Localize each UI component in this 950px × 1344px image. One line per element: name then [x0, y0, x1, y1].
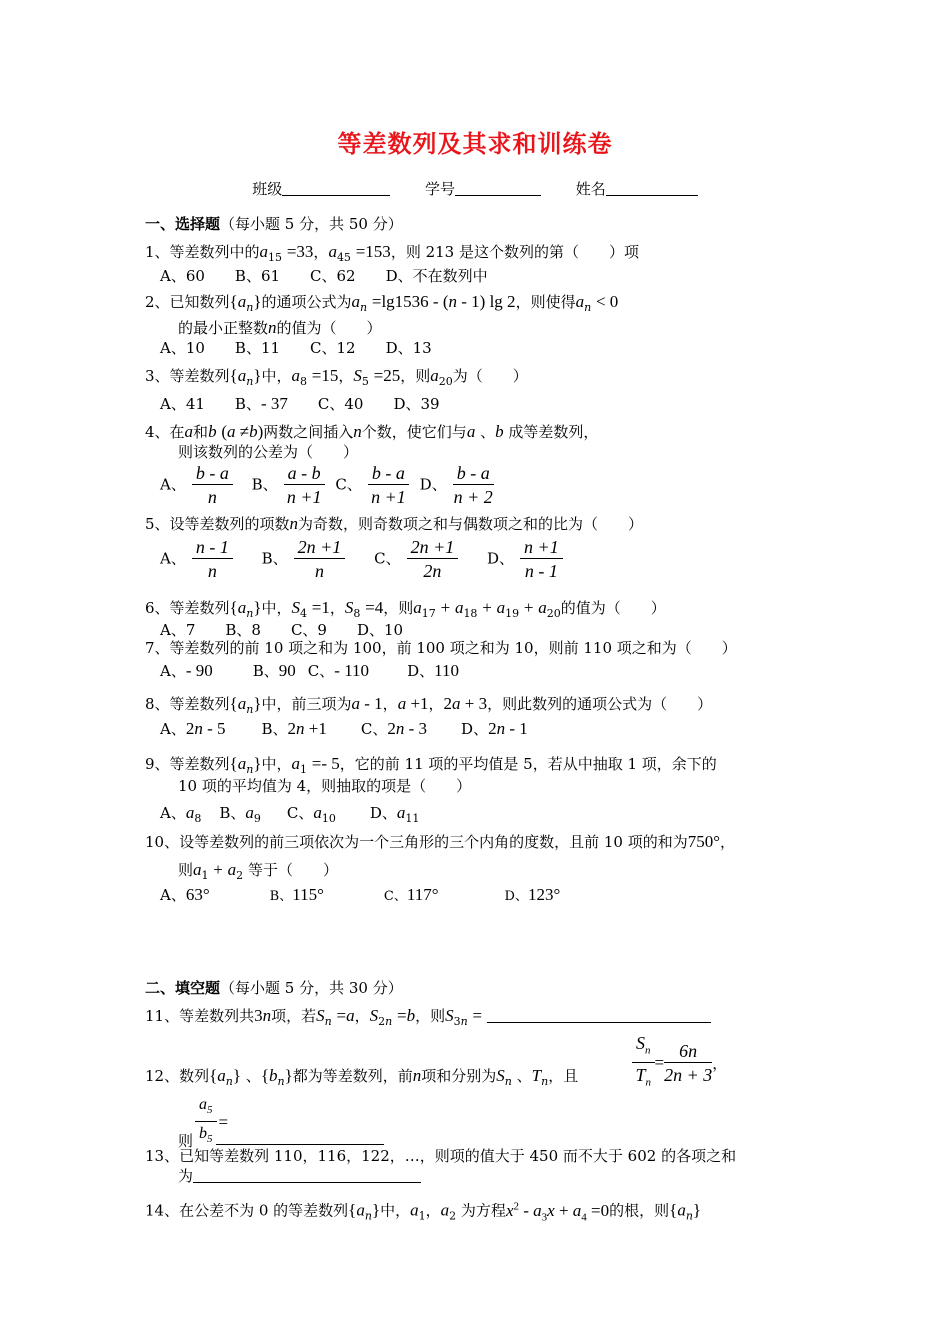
q3-stem: 3、等差数列$\{a_n\}$中，$a_8 =15$，$S_5 =25$，则$a_{20}$为（ ）	[145, 366, 528, 388]
page-title: 等差数列及其求和训练卷	[337, 129, 613, 158]
q9-text-b: 中，	[261, 755, 292, 773]
q4-text: 4、在	[145, 423, 185, 441]
q1-options: A、60 B、61 C、62 D、不在数列中	[160, 267, 488, 285]
q13-stem-line2	[178, 1166, 421, 1186]
q6-text-d: 的值为（ ）	[560, 599, 666, 617]
q2-stem-line2: 的最小正整数n的值为（ ）	[178, 318, 382, 337]
q2-stem: 2、已知数列$\{a_n\}$的通项公式为$a_n =\lg 1536 - (n - 1)$ lg 2，则使得$a_n < 0$	[145, 292, 619, 314]
q4-text-d: 个数，使它们与	[361, 423, 467, 441]
name-blank[interactable]	[606, 180, 698, 196]
class-blank[interactable]	[282, 180, 390, 196]
q2-options: A、10 B、11 C、12 D、13	[160, 339, 432, 357]
q12-text-b: 都为等差数列，前	[292, 1067, 413, 1085]
q14-text-b: 中，	[380, 1201, 411, 1220]
q10-line2a: 则	[178, 861, 194, 879]
q12-text: 12、数列	[145, 1067, 210, 1085]
q5-text: 5、设等差数列的项数	[145, 515, 290, 533]
q9-stem: 9、等差数列$\{a_n\}$中，$a_1 =- 5$，它的前 11 项的平均值是 5，若从中抽取 1 项，余下的	[145, 754, 717, 776]
q5-text-b: 为奇数，则奇数项之和与偶数项之和的比为（ ）	[298, 515, 644, 533]
q3-text-d: 为（ ）	[452, 367, 528, 385]
q12-text-d: ，且	[548, 1067, 579, 1085]
q11-answer-blank[interactable]	[487, 1008, 711, 1023]
q7-options: A、- 90 B、90 C、- 110 D、110	[160, 661, 459, 680]
q7-stem: 7、等差数列的前 10 项之和为 100，前 100 项之和为 10，则前 110 项之和为（ ）	[145, 639, 737, 657]
q1-text: 1、等差数列中的	[145, 243, 260, 261]
q6-text-c: ，则	[383, 599, 414, 617]
q9-text-c: ，它的前 11 项的平均值是 5，若从中抽取 1 项，余下的	[339, 755, 717, 773]
q14-stem: 14、在公差不为 0 的等差数列$\{a_n\}$中，$a_1$，$a_2$ 为方程$x^2 - a_3x + a_4 =0$的根，则$\{a_n\}$	[145, 1200, 702, 1224]
q2-line2b: 的值为（ ）	[276, 319, 382, 337]
section2-heading: 二、填空题	[145, 979, 221, 997]
q4-text-c: 两数之间插入	[263, 423, 354, 441]
q5-stem: 5、设等差数列的项数n为奇数，则奇数项之和与偶数项之和的比为（ ）	[145, 514, 644, 533]
q4-stem-line2: 则该数列的公差为（ ）	[178, 443, 359, 461]
q3-opts-a: A、41 B、	[160, 395, 261, 413]
q8-text-c: ，则此数列的通项公式为（ ）	[487, 695, 713, 713]
q2-text-c: ，则使得	[515, 293, 576, 311]
q13-stem: 13、已知等差数列 110，116，122，…，则项的值大于 450 而不大于 602 的各项之和	[145, 1147, 737, 1165]
q8-text-b: 中，前三项为	[261, 695, 352, 713]
q8-stem: 8、等差数列$\{a_n\}$中，前三项为a - 1，a +1，2a + 3，则此数列的通项公式为（ ）	[145, 694, 713, 716]
q1-stem: 1、等差数列中的$a_{15} =33$，$a_{45} =153$，则 213 是这个数列的第（ ）项	[145, 242, 639, 264]
q10-options: A、63° B、115° C、117° D、123°	[160, 885, 561, 904]
q4-text-b: 和	[193, 423, 209, 441]
q11-text-b: 项，若	[271, 1007, 317, 1025]
q2-line2: 的最小正整数	[178, 319, 269, 337]
number-label: 学号	[424, 180, 455, 198]
section1-note: （每小题 5 分，共 50 分）	[220, 215, 403, 233]
q4-stem: 4、在a和b (a ≠b)两数之间插入n个数，使它们与a 、b 成等差数列，	[145, 422, 599, 441]
q5-options: A、 $\frac{n - 1}{n}$ B、 $\frac{2n +1}{n}$ C、 $\frac{2n +1}{2n}$ D、 $\frac{n +1}{n - 1}$	[160, 536, 569, 583]
q8-text: 8、等差数列	[145, 695, 230, 713]
q8-options: A、2n - 5 B、2n +1 C、2n - 3 D、2n - 1	[160, 719, 528, 738]
q11-text-c: ，则	[415, 1007, 446, 1025]
q14-text-d: 的根，则	[609, 1201, 670, 1220]
q9-text: 9、等差数列	[145, 755, 230, 773]
q6-text-b: 中，	[261, 599, 292, 617]
q10-stem: 10、设等差数列的前三项依次为一个三角形的三个内角的度数，且前 10 项的和为750°，	[145, 832, 736, 851]
q3-text: 3、等差数列	[145, 367, 230, 385]
q1-text-b: ，则 213 是这个数列的第（ ）项	[390, 243, 639, 261]
class-label: 班级	[252, 180, 283, 198]
name-label: 姓名	[575, 180, 606, 198]
section1-header	[145, 214, 403, 234]
q9-options: A、$a_8$ B、$a_9$ C、$a_{10}$ D、$a_{11}$	[160, 803, 420, 825]
q6-stem: 6、等差数列$\{a_n\}$中，$S_4 =1$，$S_8 =4$，则$a_{17} + a_{18} + a_{19} + a_{20}$的值为（ ）	[145, 598, 666, 620]
section2-note: （每小题 5 分，共 30 分）	[220, 979, 403, 997]
q13-answer-blank[interactable]	[193, 1168, 421, 1183]
q6-options: A、7 B、8 C、9 D、10	[160, 621, 404, 639]
q13-line2: 为	[178, 1167, 194, 1185]
q3-text-b: 中，	[261, 367, 292, 385]
q3-opts-b: C、40 D、39	[287, 395, 440, 413]
number-blank[interactable]	[455, 180, 541, 196]
q4-text-e: 成等差数列，	[508, 423, 599, 441]
q2-text: 2、已知数列	[145, 293, 230, 311]
q12-answer-blank[interactable]	[216, 1130, 384, 1145]
q12-stem: 12、数列$\{a_n\}$ 、$\{b_n\}$都为等差数列，前n项和分别为$S_n$ 、$T_n$，且	[145, 1066, 579, 1088]
q10-line2b: 等于（ ）	[247, 861, 338, 879]
q12-answer-row: 则 $\frac{a_5}{b_5}$ =	[178, 1094, 384, 1151]
q12-ratio-fraction: $\frac{S_n}{T_n}$ = $\frac{6n}{2n + 3}$ ，	[632, 1032, 727, 1094]
section1-heading: 一、选择题	[145, 215, 221, 233]
q12-text-c: 项和分别为	[421, 1067, 497, 1085]
q6-text: 6、等差数列	[145, 599, 230, 617]
q2-text-b: 的通项公式为	[261, 293, 352, 311]
q10-text: 10、设等差数列的前三项依次为一个三角形的三个内角的度数，且前 10 项的和为	[145, 833, 688, 851]
q14-text: 14、在公差不为 0 的等差数列	[145, 1201, 349, 1220]
q9-stem-line2: 10 项的平均值为 4，则抽取的项是（ ）	[178, 777, 472, 795]
section2-header	[145, 978, 403, 998]
q10-stem-line2: 则$a_1 + a_2$ 等于（ ）	[178, 860, 338, 882]
q3-options: A、41 B、- 37 C、40 D、39	[160, 394, 440, 413]
q3-text-c: ，则	[400, 367, 431, 385]
q11-stem: 11、等差数列共3n项，若$S_n =a$，$S_{2n} =b$，则$S_{3n}$ =	[145, 1006, 711, 1032]
q4-options: A、 $\frac{b - a}{n}$ B、 $\frac{a - b}{n +1}$ C、 $\frac{b - a}{n +1}$ D、 $\frac{b - a}{n + 2}$	[160, 463, 493, 507]
q12-line2: 则	[178, 1132, 194, 1151]
q11-text: 11、等差数列共	[145, 1007, 255, 1025]
q14-text-c: 为方程	[460, 1201, 506, 1220]
student-info-row	[0, 178, 950, 199]
